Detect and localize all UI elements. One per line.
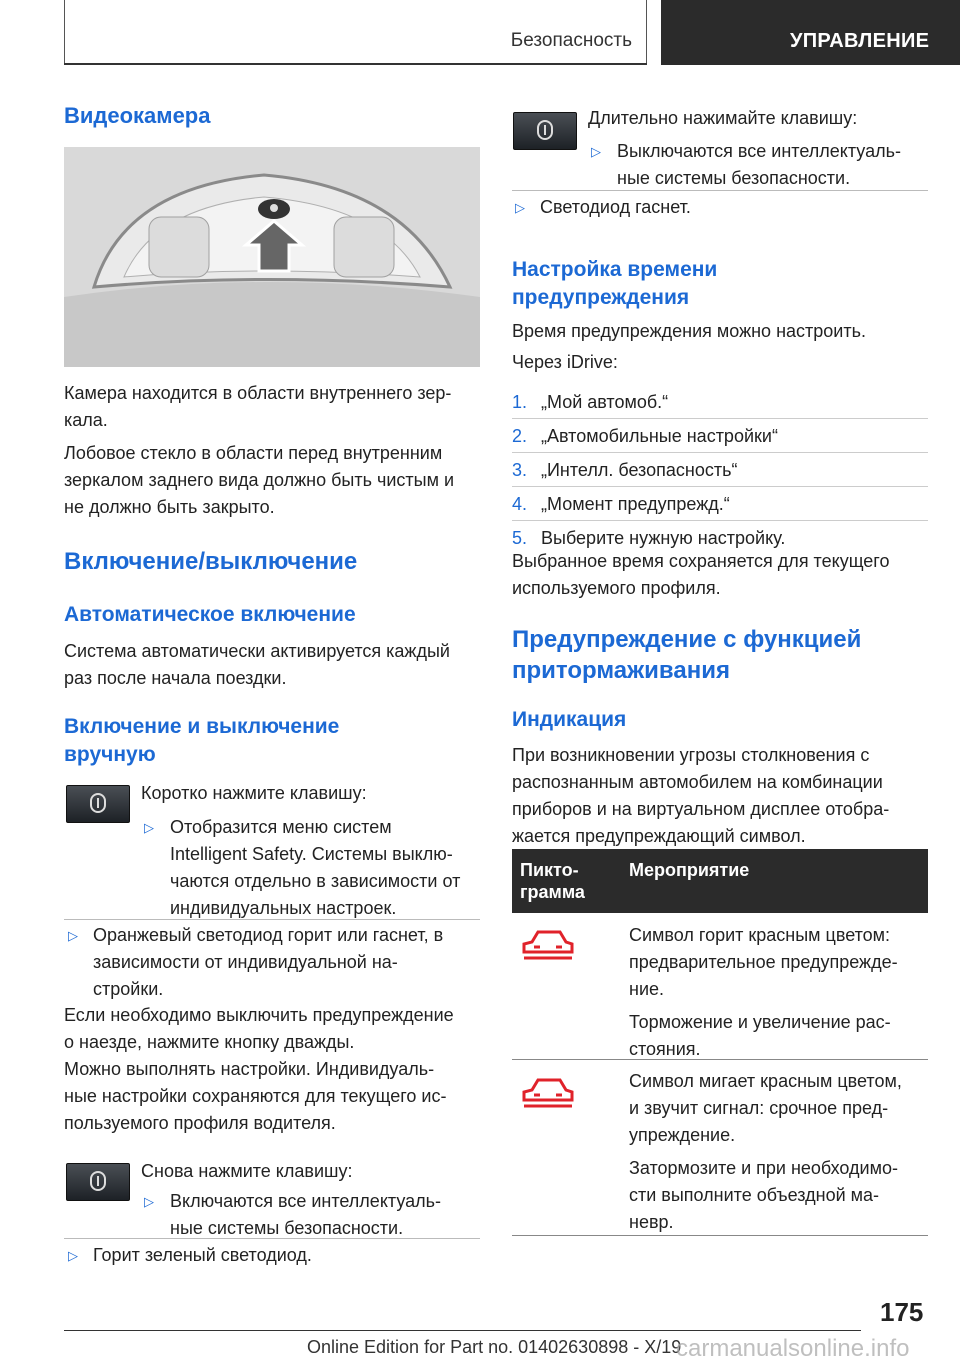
orange-line-3: стройки. [93, 979, 164, 999]
saved-line-1: Выбранное время сохраняется для текущего [512, 551, 890, 571]
bullet-triangle-icon: ▷ [515, 200, 525, 215]
orange-line-2: зависимости от индивидуальной на- [93, 952, 398, 972]
header-section: Безопасность [510, 30, 632, 51]
enable-line-2: ные системы безопасности. [170, 1218, 404, 1238]
table-col-action: Мероприятие [629, 860, 750, 880]
auto-title: Автоматическое включение [64, 603, 356, 626]
row2-line-6: невр. [629, 1212, 674, 1232]
time-title-line-1: Настройка времени [512, 258, 718, 281]
auto-line-1: Система автоматически активируется каждый [64, 641, 450, 661]
windshield-line-2: зеркалом заднего вида должно быть чистым и [64, 470, 455, 490]
divider [512, 452, 928, 453]
brake-title-line-2: притормаживания [512, 657, 730, 684]
settings-line-2: ные настройки сохраняются для текущего ис- [64, 1086, 447, 1106]
divider [512, 190, 928, 191]
brake-title-line-1: Предупреждение с функцией [512, 626, 862, 653]
bullet-triangle-icon: ▷ [144, 820, 154, 835]
disable-all-line-1: Выключаются все интеллектуаль- [617, 141, 901, 161]
via-idrive: Через iDrive: [512, 352, 618, 372]
row1-line-1: Символ горит красным цветом: [629, 925, 891, 945]
table-header [512, 849, 928, 913]
windshield-line-1: Лобовое стекло в области перед внутренним [64, 443, 443, 463]
page-number: 175 [880, 1297, 924, 1327]
green-led: Горит зеленый светодиод. [93, 1245, 312, 1265]
time-title [512, 256, 717, 312]
indic-line-2: распознанным автомобилем на комбинации [512, 772, 883, 792]
watermark: carmanualsonline.info [676, 1335, 910, 1362]
disable-line-2: о наезде, нажмите кнопку дважды. [64, 1032, 355, 1052]
press-again: Снова нажмите клавишу: [141, 1161, 353, 1181]
settings-paragraph [64, 1056, 446, 1137]
rear-window-illustration [64, 147, 480, 367]
step-item: „Автомобильные настройки“ [541, 426, 778, 446]
menu-line-2: Intelligent Safety. Системы выклю- [170, 844, 453, 864]
time-title-line-2: предупреждения [512, 286, 690, 309]
enable-paragraph [170, 1188, 441, 1242]
disable-all-paragraph [617, 138, 901, 192]
saved-paragraph [512, 548, 890, 602]
brake-title [512, 624, 861, 686]
time-text: Время предупреждения можно настроить. [512, 321, 866, 341]
col1-line-2: грамма [520, 882, 585, 902]
video-title: Видеокамера [64, 103, 211, 128]
safety-button-icon [66, 1163, 130, 1201]
step-number: 3. [512, 460, 528, 480]
step-number: 1. [512, 392, 528, 412]
disable-paragraph [64, 1002, 454, 1056]
row2-line-2: и звучит сигнал: срочное пред- [629, 1098, 889, 1118]
header-chapter: УПРАВЛЕНИЕ [790, 30, 930, 52]
manual-title [64, 713, 339, 769]
row2-line-1: Символ мигает красным цветом, [629, 1071, 902, 1091]
table-row-divider [512, 1059, 928, 1060]
divider [512, 418, 928, 419]
indic-line-3: приборов и на виртуальном дисплее отобра- [512, 799, 890, 819]
row2-line-3: упреждение. [629, 1125, 736, 1145]
orange-line-1: Оранжевый светодиод горит или гаснет, в [93, 925, 444, 945]
row2-text [629, 1068, 902, 1236]
divider [512, 520, 928, 521]
step-item: „Мой автомоб.“ [541, 392, 669, 412]
row2-line-4: Затормозите и при необходимо- [629, 1158, 898, 1178]
row1-text [629, 922, 898, 1063]
led-off: Светодиод гаснет. [540, 197, 691, 217]
bullet-triangle-icon: ▷ [68, 928, 78, 943]
header-chapter-box [661, 0, 960, 65]
divider [512, 486, 928, 487]
safety-button-icon [66, 785, 130, 823]
car-warning-icon [520, 928, 576, 966]
enable-line-1: Включаются все интеллектуаль- [170, 1191, 442, 1211]
safety-button-icon [513, 112, 577, 150]
bullet-triangle-icon: ▷ [591, 144, 601, 159]
menu-line-4: индивидуальных настроек. [170, 898, 397, 918]
table-col-pictogram [520, 859, 585, 903]
camera-paragraph [64, 380, 451, 434]
onoff-title: Включение/выключение [64, 548, 358, 575]
windshield-paragraph [64, 440, 454, 521]
disable-line-1: Если необходимо выключить предупреждение [64, 1005, 454, 1025]
divider [64, 919, 480, 920]
header-divider [64, 63, 647, 65]
bullet-triangle-icon: ▷ [68, 1248, 78, 1263]
step-item: Выберите нужную настройку. [541, 528, 786, 548]
saved-line-2: используемого профиля. [512, 578, 721, 598]
footer-divider [64, 1330, 861, 1331]
step-number: 2. [512, 426, 528, 446]
menu-line-3: чаются отдельно в зависимости от [170, 871, 461, 891]
edition-text: Online Edition for Part no. 01402630898 - X/19 [307, 1337, 682, 1357]
settings-line-1: Можно выполнять настройки. Индивидуаль- [64, 1059, 435, 1079]
manual-title-line-1: Включение и выключение [64, 715, 340, 738]
row2-line-5: сти выполните объездной ма- [629, 1185, 880, 1205]
manual-title-line-2: вручную [64, 743, 156, 766]
row1-line-2: предварительное предупрежде- [629, 952, 898, 972]
table-row-divider [512, 1235, 928, 1236]
step-item: „Интелл. безопасность“ [541, 460, 738, 480]
auto-line-2: раз после начала поездки. [64, 668, 287, 688]
divider [64, 1238, 480, 1239]
step-number: 4. [512, 494, 528, 514]
indic-paragraph [512, 742, 889, 850]
step-number: 5. [512, 528, 528, 548]
camera-line-2: кала. [64, 410, 108, 430]
windshield-line-3: не должно быть закрыто. [64, 497, 275, 517]
row1-line-4: Торможение и увеличение рас- [629, 1012, 891, 1032]
step-item: „Момент предупрежд.“ [541, 494, 730, 514]
row1-line-5: стояния. [629, 1039, 701, 1059]
menu-line-1: Отобразится меню систем [170, 817, 392, 837]
indic-line-4: жается предупреждающий символ. [512, 826, 806, 846]
settings-line-3: пользуемого профиля водителя. [64, 1113, 336, 1133]
indic-line-1: При возникновении угрозы столкновения с [512, 745, 870, 765]
orange-paragraph [93, 922, 443, 1003]
bullet-triangle-icon: ▷ [144, 1194, 154, 1209]
indic-title: Индикация [512, 708, 627, 731]
camera-line-1: Камера находится в области внутреннего зер- [64, 383, 452, 403]
col1-line-1: Пикто- [520, 860, 579, 880]
car-warning-icon [520, 1076, 576, 1114]
press-short: Коротко нажмите клавишу: [141, 783, 367, 803]
menu-paragraph [170, 814, 460, 922]
press-long: Длительно нажимайте клавишу: [588, 108, 858, 128]
disable-all-line-2: ные системы безопасности. [617, 168, 851, 188]
header-section-box [64, 0, 647, 63]
auto-paragraph [64, 638, 450, 692]
row1-line-3: ние. [629, 979, 665, 999]
